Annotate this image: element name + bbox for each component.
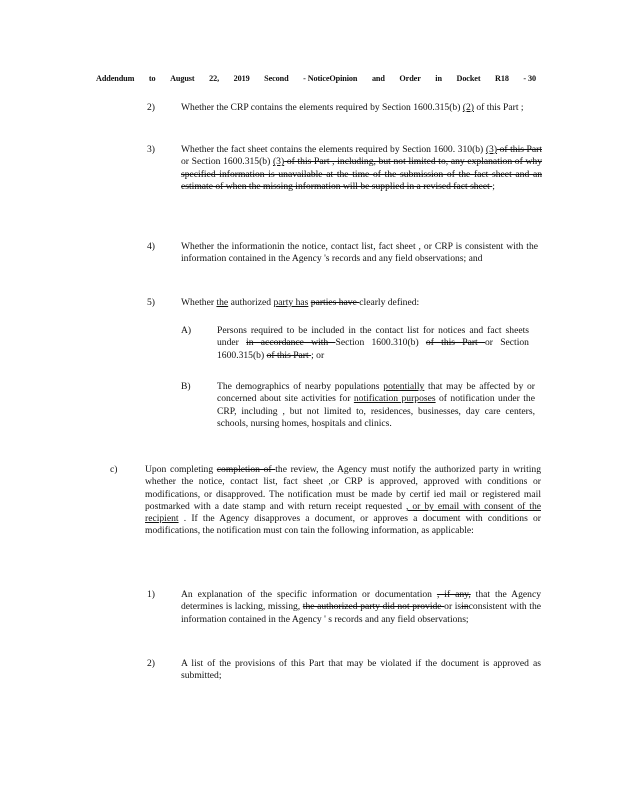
item-number: A) — [181, 325, 192, 336]
header-word: Addendum — [96, 74, 135, 83]
text-run: . If the Agency disapproves a document, or approves a document with conditions or modifications, the notification must con tain the following information, as applicable: — [145, 513, 541, 537]
text-run: authorized — [228, 297, 274, 308]
text-run: Whether the CRP contains the elements required by Section 1600.315(b) — [181, 102, 463, 113]
inserted-text: party has — [273, 297, 309, 308]
inserted-text: potentially — [383, 381, 425, 392]
deleted-text: in accordance with — [246, 337, 336, 349]
text-run: clearly defined: — [359, 297, 420, 308]
item-number: 4) — [147, 241, 155, 252]
header-word: in — [435, 74, 442, 83]
inserted-text: notification purposes — [353, 393, 436, 405]
text-run: or is — [444, 601, 462, 613]
deleted-text: , if any, — [436, 589, 471, 600]
item-number: 5) — [147, 297, 155, 308]
inserted-text: (2) — [462, 102, 474, 113]
inserted-text: (3) — [272, 156, 285, 168]
inserted-text: the — [216, 297, 229, 308]
item-number: 2) — [147, 102, 155, 113]
header-word: 22, — [209, 74, 220, 83]
text-run: Whether the fact sheet contains the elements required by Section 1600. 310(b) — [181, 144, 486, 155]
deleted-text: of this Part — [425, 337, 485, 349]
text-run: The demographics of nearby populations — [217, 381, 384, 392]
deleted-text: completion of — [216, 464, 276, 475]
header-word: Second — [264, 74, 289, 83]
text-run: or Section 1600.315(b) — [217, 337, 529, 361]
paragraph-explanation — [181, 589, 541, 626]
deleted-text: the authorized party did not provide — [302, 601, 445, 613]
item-number: 2) — [147, 658, 155, 669]
item-number: B) — [181, 381, 191, 392]
deleted-text: of this Part — [497, 144, 542, 155]
page-header — [96, 74, 536, 83]
header-word: - 30 — [523, 74, 536, 83]
paragraph-consistency — [181, 241, 538, 266]
deleted-text: parties have — [310, 297, 360, 308]
text-run: Whether — [181, 297, 217, 308]
text-run: or Section 1600.315(b) — [181, 156, 273, 168]
item-number: 1) — [147, 589, 155, 600]
paragraph-contact-list — [217, 325, 529, 362]
header-word: 2019 — [233, 74, 250, 83]
header-word: R18 — [495, 74, 509, 83]
header-word: to — [148, 74, 156, 83]
text-run: Persons required to be included in the contact list for notices and fact sheets under — [217, 325, 529, 349]
text-run: the review, the Agency must notify the authorized party in writing whether the notice, contact list, fact sheet ,or CRP is approved, approved with conditions or modifications, or disapproved. The notification must be made by certif ied mail or registered mail postmarked with a date stamp and with return receipt requested — [145, 464, 542, 512]
paragraph-authorized-party — [181, 297, 538, 309]
text-run: ; — [492, 180, 495, 192]
inserted-text: (3) — [485, 144, 498, 155]
text-run: Upon completing — [145, 464, 217, 475]
item-number: 3) — [147, 144, 155, 155]
text-run: of notification under the CRP, including , but not limited to, residences, businesses, day care centers, schools, nursing homes, hospitals and clinics. — [217, 393, 535, 429]
header-word: Docket — [456, 74, 481, 83]
text-run: A list of the provisions of this Part that may be violated if the document is approved as submitted; — [181, 658, 541, 682]
text-run: ; or — [311, 349, 325, 361]
item-number: c) — [110, 464, 118, 475]
text-run: that may be affected by or concerned about site activities for — [217, 381, 535, 405]
header-word: August — [170, 74, 195, 83]
paragraph-fact-sheet-elements — [181, 144, 542, 193]
paragraph-demographics — [217, 381, 535, 430]
paragraph-provisions-list — [181, 658, 541, 683]
header-word: Order — [399, 74, 421, 83]
deleted-text: of this Part , including, but not limited to, any explanation of why specified information is unavailable at the time of the submission of the fact sheet and an estimate of when the missing information will be supplied in a revised fact sheet — [181, 156, 542, 192]
text-run: consistent with the information contained in the Agency ' s records and any field observations; — [181, 601, 541, 625]
deleted-text: of this Part — [266, 349, 312, 361]
inserted-text: , or by email with consent of the recipient — [145, 500, 541, 525]
text-run: of this Part ; — [473, 102, 524, 113]
text-run: Whether the informationin the notice, contact list, fact sheet , or CRP is consistent with the information contained in the Agency 's records and any field observations; and — [181, 241, 538, 265]
paragraph-crp-elements — [181, 102, 534, 114]
text-run: An explanation of the specific information or documentation — [181, 589, 437, 600]
header-word: and — [371, 74, 385, 83]
header-word: - NoticeOpinion — [303, 74, 358, 83]
paragraph-agency-notification — [145, 464, 541, 538]
deleted-text: in — [461, 601, 469, 613]
text-run: that the Agency determines is lacking, missing, — [181, 589, 542, 613]
text-run: Section 1600.310(b) — [335, 337, 426, 349]
